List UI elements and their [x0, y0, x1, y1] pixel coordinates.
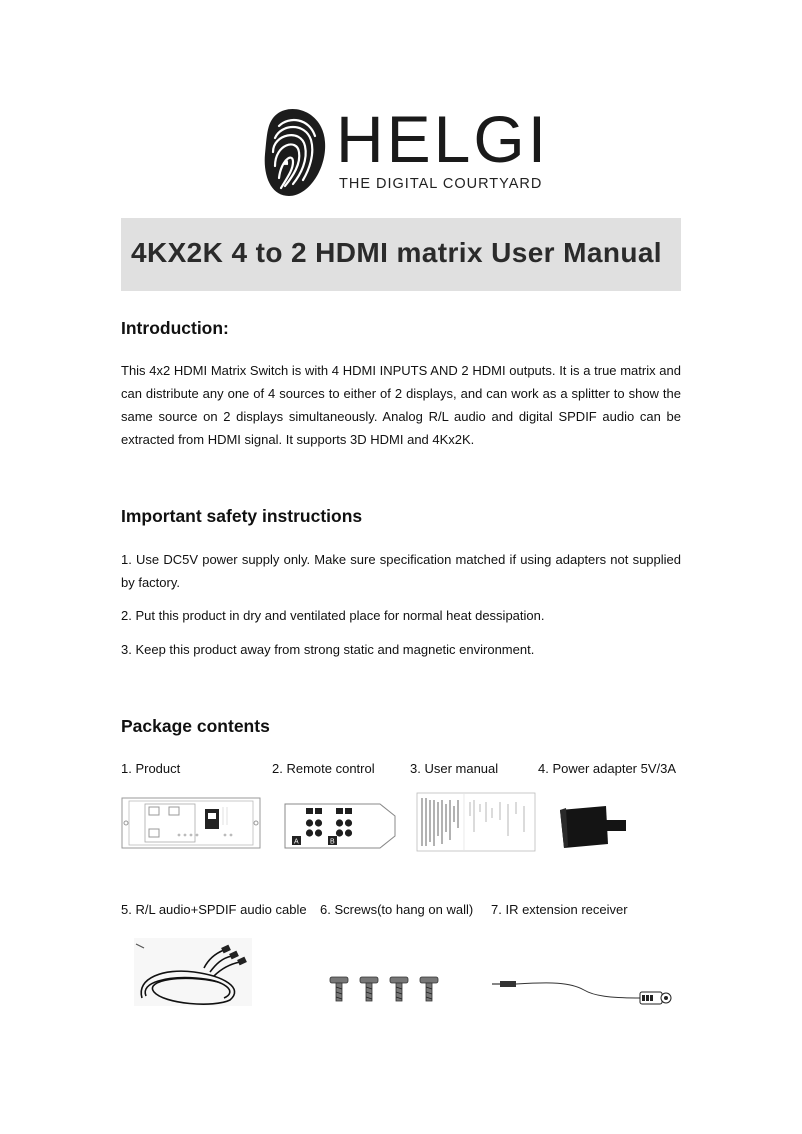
power-adapter-image [556, 804, 628, 850]
package-item-ir-receiver: 7. IR extension receiver [491, 902, 628, 917]
remote-label-b: B [330, 838, 335, 846]
safety-heading: Important safety instructions [121, 506, 363, 526]
introduction-heading: Introduction: [121, 318, 229, 338]
package-heading: Package contents [121, 716, 270, 736]
introduction-body: This 4x2 HDMI Matrix Switch is with 4 HDMI INPUTS AND 2 HDMI outputs. It is a true matrix and can distribute any one of 4 sources to either of 2 displays, and can work as a splitter to show the same source on 2 displays simultaneously. Analog R/L audio and digital SPDIF audio can be extracted from HDMI signal. It supports 3D HDMI and 4Kx2K. [121, 363, 681, 447]
user-manual-image [416, 792, 536, 852]
audio-cable-image [134, 938, 252, 1006]
ir-receiver-image [490, 976, 676, 1008]
package-item-remote: 2. Remote control [272, 761, 375, 776]
package-item-audio-cable: 5. R/L audio+SPDIF audio cable [121, 902, 307, 917]
package-item-screws: 6. Screws(to hang on wall) [320, 902, 474, 917]
brand-tagline: THE DIGITAL COURTYARD [339, 176, 543, 192]
product-image [121, 795, 261, 851]
safety-item-3: 3. Keep this product away from strong static and magnetic environment. [121, 642, 535, 657]
brand-name: HELGI [336, 102, 550, 176]
remote-control-image [284, 802, 396, 850]
remote-label-a: A [294, 838, 299, 846]
fingerprint-icon [263, 104, 327, 198]
package-item-adapter: 4. Power adapter 5V/3A [538, 761, 677, 776]
package-item-manual: 3. User manual [410, 761, 499, 776]
screws-image [328, 975, 442, 1003]
safety-item-1: 1. Use DC5V power supply only. Make sure specification matched if using adapters not supplied by factory. [121, 552, 681, 590]
package-item-product: 1. Product [121, 761, 181, 776]
safety-item-2: 2. Put this product in dry and ventilated place for normal heat dessipation. [121, 608, 545, 623]
page-title: 4KX2K 4 to 2 HDMI matrix User Manual [131, 237, 662, 268]
